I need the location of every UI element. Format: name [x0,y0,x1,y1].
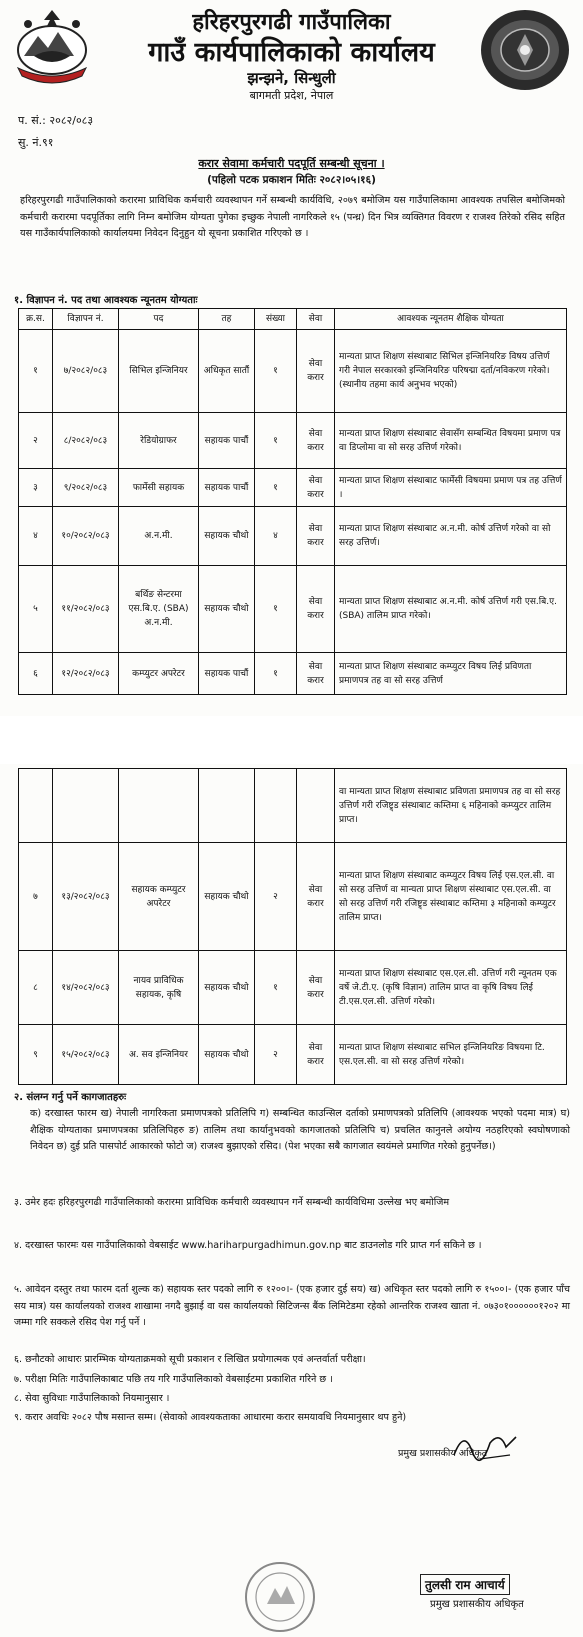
cell-count: १ [255,330,297,413]
cell-service: सेवा करार [297,1025,335,1085]
reference-number: प. सं.: २०८२/०८३ [18,114,94,127]
signatory-name: तुलसी राम आचार्य [420,1574,510,1595]
cell-count: १ [255,566,297,653]
cell-post: अ. सव इन्जिनियर [119,1025,199,1085]
cell-sn: ५ [19,566,53,653]
cell-level: सहायक चौथो [199,1025,255,1085]
cell-adv-no: १०/२०८२/०८३ [53,507,119,566]
section-2-body: क) दरखास्त फारम ख) नेपाली नागरिकता प्रमाणपत्रको प्रतिलिपि ग) सम्बन्धित काउन्सिल दर्ताको प्रमाणपत्रको प्रतिलिपि (आवश्यक भएको पदमा मात्र) घ) शैक्षिक योग्यताका प्रमाणपत्रका प्रतिलिपिहरु ङ) तालिम तथा कार्यानुभवको कागजातको प्रतिलिपि च) प्रचलित कानुनले अयोग्य नठहरिएको स्वघोषणाको निवेदन छ) दुई प्रति पासपोर्ट आकारको फोटो ज) राजश्व बुझाएको रसिद। (पेश भएका सबै कागजात स्वयंमले प्रमाणित गरेको हुनुपर्नेछ।) [30,1108,570,1153]
cell-service: सेवा करार [297,653,335,695]
cell-service: सेवा करार [297,843,335,951]
cell-adv-no: ११/२०८२/०८३ [53,566,119,653]
cell-service: सेवा करार [297,469,335,507]
cell-post: रेडियोग्राफर [119,413,199,469]
cell-sn: ९ [19,1025,53,1085]
cell-sn: ४ [19,507,53,566]
cell-level: सहायक पाचौं [199,653,255,695]
cell-post: बर्थिङ सेन्टरमा एस.बि.ए. (SBA) अ.न.मी. [119,566,199,653]
header-level: तह [199,309,255,330]
cell-sn: ८ [19,951,53,1025]
cell-sn: १ [19,330,53,413]
cell-count: २ [255,843,297,951]
cell-qualification: मान्यता प्राप्त शिक्षण संस्थाबाट सभिल इन्जिनियरिङ विषयमा टि. एस.एल.सी. वा सो सरह उत्तिर्ण गरेको। [335,1025,567,1085]
cell-level: सहायक चौथो [199,843,255,951]
cell-qualification: मान्यता प्राप्त शिक्षण संस्थाबाट कम्प्युटर विषय लिई एस.एल.सी. वा सो सरह उत्तिर्ण वा मान्यता प्राप्त शिक्षण संस्थाबाट एस.एल.सी. वा सो सरह उत्तिर्ण गरी रजिष्ट्र्ड संस्थाबाट कम्तिमा ३ महिनाको कम्प्युटर तालिम प्राप्त। [335,843,567,951]
section-9: ९. करार अवधिः २०८२ पौष मसान्त सम्म। (सेवाको आवश्यकताका आधारमा करार समयावधि नियमानुसार थप हुने) [14,1412,407,1423]
cell-post: अ.न.मी. [119,507,199,566]
cell-qualification: मान्यता प्राप्त शिक्षण संस्थाबाट सेवासँग सम्बन्धित विषयमा प्रमाण पत्र वा डिप्लोमा वा सो सरह उत्तिर्ण गरेको। [335,413,567,469]
section-3: ३. उमेर हदः हरिहरपुरगढी गाउँपालिकाको करारमा प्राविधिक कर्मचारी व्यवस्थापन गर्ने सम्बन्धी कार्यविधिमा उल्लेख भए बमोजिम [14,1197,450,1208]
table-header-row [19,309,567,330]
province-name: बागमती प्रदेश, नेपाल [249,89,334,102]
table-row [19,507,567,566]
cell-level: सहायक पाचौं [199,469,255,507]
office-place: झन्झने, सिन्धुली [247,69,336,87]
cell-service: सेवा करार [297,507,335,566]
cell-post: सहायक कम्प्युटर अपरेटर [119,843,199,951]
table-row [19,330,567,413]
office-stamp-icon [243,1560,317,1634]
section-8: ८. सेवा सुविधाः गाउँपालिकाको नियमानुसार । [14,1393,170,1404]
section-6: ६. छनौटको आधारः प्रारम्भिक योग्यताक्रमको सूची प्रकाशन र लिखित प्रयोगात्मक एवं अन्तर्वार्ता परीक्षा। [14,1354,366,1365]
notice-intro: हरिहरपुरगढी गाउँपालिकाको करारमा प्राविधिक कर्मचारी व्यवस्थापन गर्ने सम्बन्धी कार्यविधि, २०७९ बमोजिम यस गाउँपालिकामा आवश्यक तपसिल बमोजिमको कर्मचारी करारमा पदपूर्तिका लागि निम्न बमोजिम योग्यता पुगेका इच्छुक नेपाली नागरिकले १५ (पन्ध्र) दिन भित्र व्यक्तिगत विवरण र राजश्व तिरेको रसिद सहित यस गाउँकार्यपालिकाको कार्यालयमा निवेदन दिनुहुन यो सूचना प्रकाशित गरिएको छ । [20,195,565,239]
cell-adv-no: १३/२०८२/०८३ [53,843,119,951]
table-body-continued [19,769,567,1085]
cell-post: कम्प्युटर अपरेटर [119,653,199,695]
section-5: ५. आवेदन दस्तुर तथा फारम दर्ता शुल्क क) सहायक स्तर पदको लागि रु १२००।- (एक हजार दुई सय) ख) अधिकृत स्तर पदको लागि रु १५००।- (एक हजार पाँच सय मात्र) यस कार्यालयको राजश्व शाखामा नगदै बुझाई वा यस कार्यालयको सिटिजन्स बैंक लिमिटेडमा रहेको आन्तरिक राजश्व खाता नं. ०७३०१००००००१२०२ मा जम्मा गरि सक्कले रसिद पेश गर्नु पर्ने । [14,1284,570,1329]
section-4: ४. दरखास्त फारमः यस गाउँपालिकाको वेबसाईट www.hariharpurgadhimun.gov.np बाट डाउनलोड गरि प्राप्त गर्न सकिने छ । [14,1240,482,1251]
dispatch-number: सु. नं.९१ [18,136,54,149]
cell-adv-no: ८/२०८२/०८३ [53,413,119,469]
cell-qualification: मान्यता प्राप्त शिक्षण संस्थाबाट अ.न.मी. कोर्ष उत्तिर्ण गरेको वा सो सरह उत्तिर्ण। [335,507,567,566]
cell-count: १ [255,469,297,507]
cell-sn: २ [19,413,53,469]
section-2-title: २. संलग्न गर्नु पर्ने कागजातहरुः [14,1092,127,1103]
section-1-title: १. विज्ञापन नं. पद तथा आवश्यक न्यूनतम योग्यताः [14,295,198,306]
cell-post: सिभिल इन्जिनियर [119,330,199,413]
cell-count: ४ [255,507,297,566]
cell-level: सहायक पाचौं [199,413,255,469]
municipality-name: हरिहरपुरगढी गाउँपालिका [192,10,391,35]
signatory-designation: प्रमुख प्रशासकीय अधिकृत [398,1448,488,1459]
table-row-continuation [19,769,567,843]
cell-level: सहायक चौथो [199,951,255,1025]
cell-qualification: मान्यता प्राप्त शिक्षण संस्थाबाट अ.न.मी. कोर्ष उत्तिर्ण गरी एस.बि.ए. (SBA) तालिम प्राप्त गरेको। [335,566,567,653]
header-service: सेवा [297,309,335,330]
cell-service: सेवा करार [297,413,335,469]
cell-qualification: मान्यता प्राप्त शिक्षण संस्थाबाट फार्मेसी विषयमा प्रमाण पत्र तह उत्तिर्ण । [335,469,567,507]
table-body [19,330,567,695]
vacancy-table-continued [18,768,567,1085]
signature-icon [450,1425,520,1465]
header-post: पद [119,309,199,330]
table-row [19,843,567,951]
cell-qualification: वा मान्यता प्राप्त शिक्षण संस्थाबाट प्रविणता प्रमाणपत्र तह वा सो सरह उत्तिर्ण गरी रजिष्ट्र्ड संस्थाबाट कम्तिमा ६ महिनाको कम्प्युटर तालिम प्राप्त। [335,769,567,843]
cell-service: सेवा करार [297,330,335,413]
vacancy-table [18,308,567,695]
cell-qualification: मान्यता प्राप्त शिक्षण संस्थाबाट सिभिल इन्जिनियरिङ विषय उत्तिर्ण गरी नेपाल सरकारको इन्जिनियरिङ परिषद्मा दर्ता/नविकरण गरेको। (स्थानीय तहमा कार्य अनुभव भएको) [335,330,567,413]
cell-qualification: मान्यता प्राप्त शिक्षण संस्थाबाट एस.एल.सी. उत्तिर्ण गरी न्यूनतम एक वर्षे जे.टी.ए. (कृषि विज्ञान) तालिम प्राप्त वा कृषि विषय लिई टी.एस.एल.सी. उत्तिर्ण गरेको। [335,951,567,1025]
cell-level: अधिकृत सातौं [199,330,255,413]
notice-subtitle: (पहिलो पटक प्रकाशन मितिः २०८२।०५।१६) [207,174,376,186]
header-adv-no: विज्ञापन नं. [53,309,119,330]
cell-adv-no: ९/२०८२/०८३ [53,469,119,507]
cell-count: १ [255,951,297,1025]
table-row [19,469,567,507]
cell-adv-no: १५/२०८२/०८३ [53,1025,119,1085]
section-7: ७. परीक्षा मितिः गाउँपालिकाबाट पछि तय गरि गाउँपालिकाको वेबसाईटमा प्रकाशित गरिने छ । [14,1374,333,1385]
notice-title: करार सेवामा कर्मचारी पदपूर्ति सम्बन्धी सूचना । [198,157,385,170]
table-row [19,653,567,695]
page-break [0,716,583,764]
cell-service: सेवा करार [297,566,335,653]
office-name: गाउँ कार्यपालिकाको कार्यालय [148,37,435,68]
header-qualification: आवश्यक न्यूनतम शैक्षिक योग्यता [335,309,567,330]
cell-adv-no: ७/२०८२/०८३ [53,330,119,413]
cell-level: सहायक चौथो [199,566,255,653]
cell-level: सहायक चौथो [199,507,255,566]
cell-count: १ [255,653,297,695]
cell-post: नायव प्राविधिक सहायक, कृषि [119,951,199,1025]
cell-adv-no: १२/२०८२/०८३ [53,653,119,695]
cell-adv-no: १४/२०८२/०८३ [53,951,119,1025]
cell-count: २ [255,1025,297,1085]
cell-service: सेवा करार [297,951,335,1025]
cell-sn: ६ [19,653,53,695]
header-count: संख्या [255,309,297,330]
cell-qualification: मान्यता प्राप्त शिक्षण संस्थाबाट कम्प्युटर विषय लिई प्रविणता प्रमाणपत्र तह वा सो सरह उत्तिर्ण [335,653,567,695]
table-row [19,951,567,1025]
cell-sn: ७ [19,843,53,951]
cell-sn: ३ [19,469,53,507]
cell-post: फार्मेसी सहायक [119,469,199,507]
table-row [19,566,567,653]
signatory-stamp-title: प्रमुख प्रशासकीय अधिकृत [430,1599,524,1610]
table-row [19,1025,567,1085]
cell-count: १ [255,413,297,469]
table-row [19,413,567,469]
header-sn: क्र.स. [19,309,53,330]
